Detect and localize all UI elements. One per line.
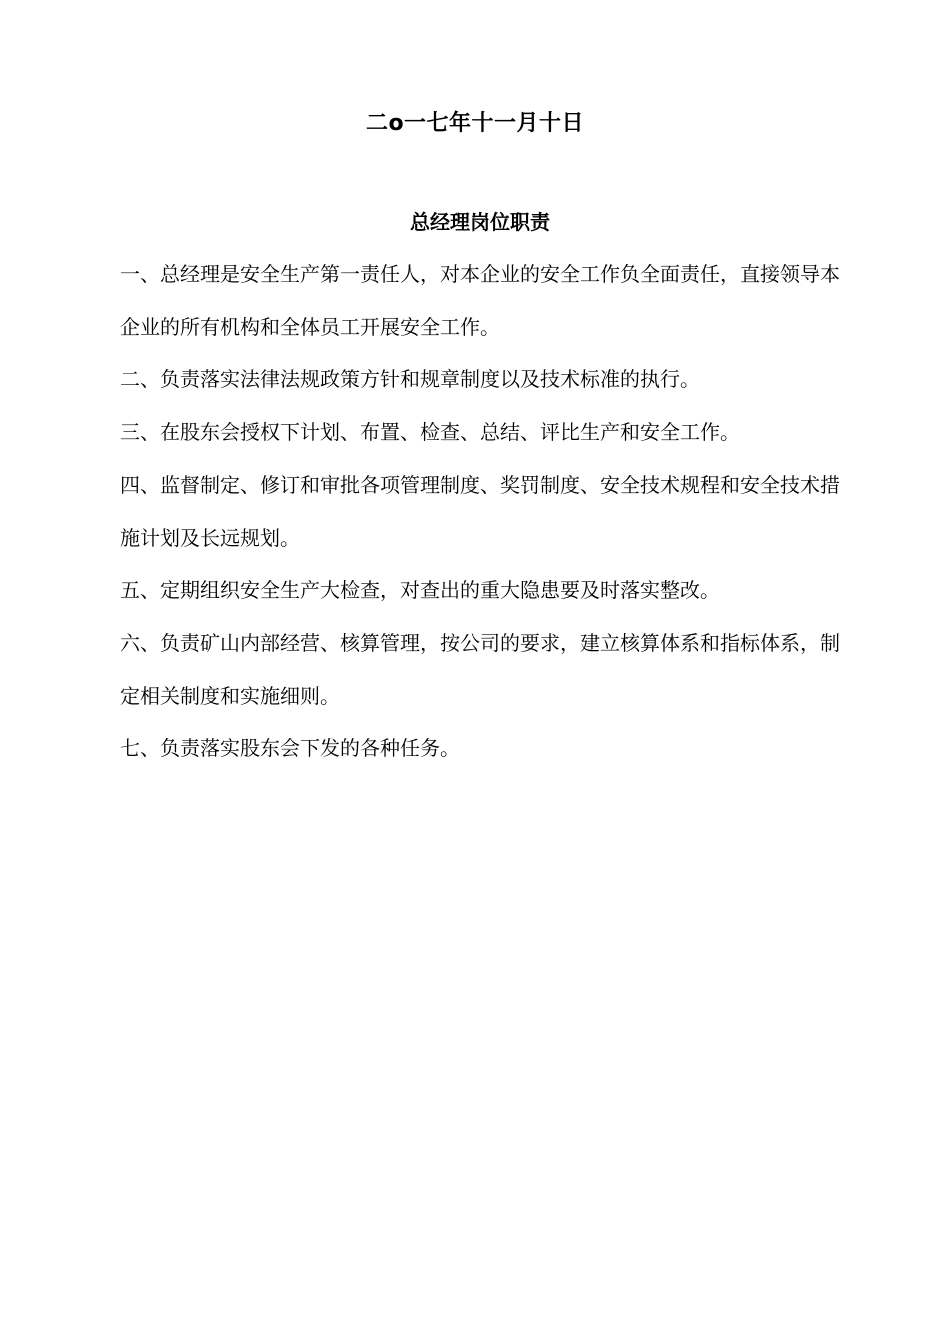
document-date: 二o一七年十一月十日 <box>365 111 585 136</box>
document-body <box>120 248 840 775</box>
duty-item-5: 五、定期组织安全生产大检查，对查出的重大隐患要及时落实整改。 <box>120 578 720 603</box>
duty-item-7: 七、负责落实股东会下发的各种任务。 <box>120 736 460 761</box>
duty-item-2: 二、负责落实法律法规政策方针和规章制度以及技术标准的执行。 <box>120 367 700 392</box>
duty-item-3: 三、在股东会授权下计划、布置、检查、总结、评比生产和安全工作。 <box>120 420 740 445</box>
duty-item-6: 六、负责矿山内部经营、核算管理，按公司的要求，建立核算体系和指标体系，制定相关制度和实施细则。 <box>120 630 840 708</box>
document-title: 总经理岗位职责 <box>410 210 550 234</box>
duty-item-1: 一、总经理是安全生产第一责任人，对本企业的安全工作负全面责任，直接领导本企业的所有机构和全体员工开展安全工作。 <box>120 262 840 339</box>
duty-item-4: 四、监督制定、修订和审批各项管理制度、奖罚制度、安全技术规程和安全技术措施计划及长远规划。 <box>120 472 840 550</box>
